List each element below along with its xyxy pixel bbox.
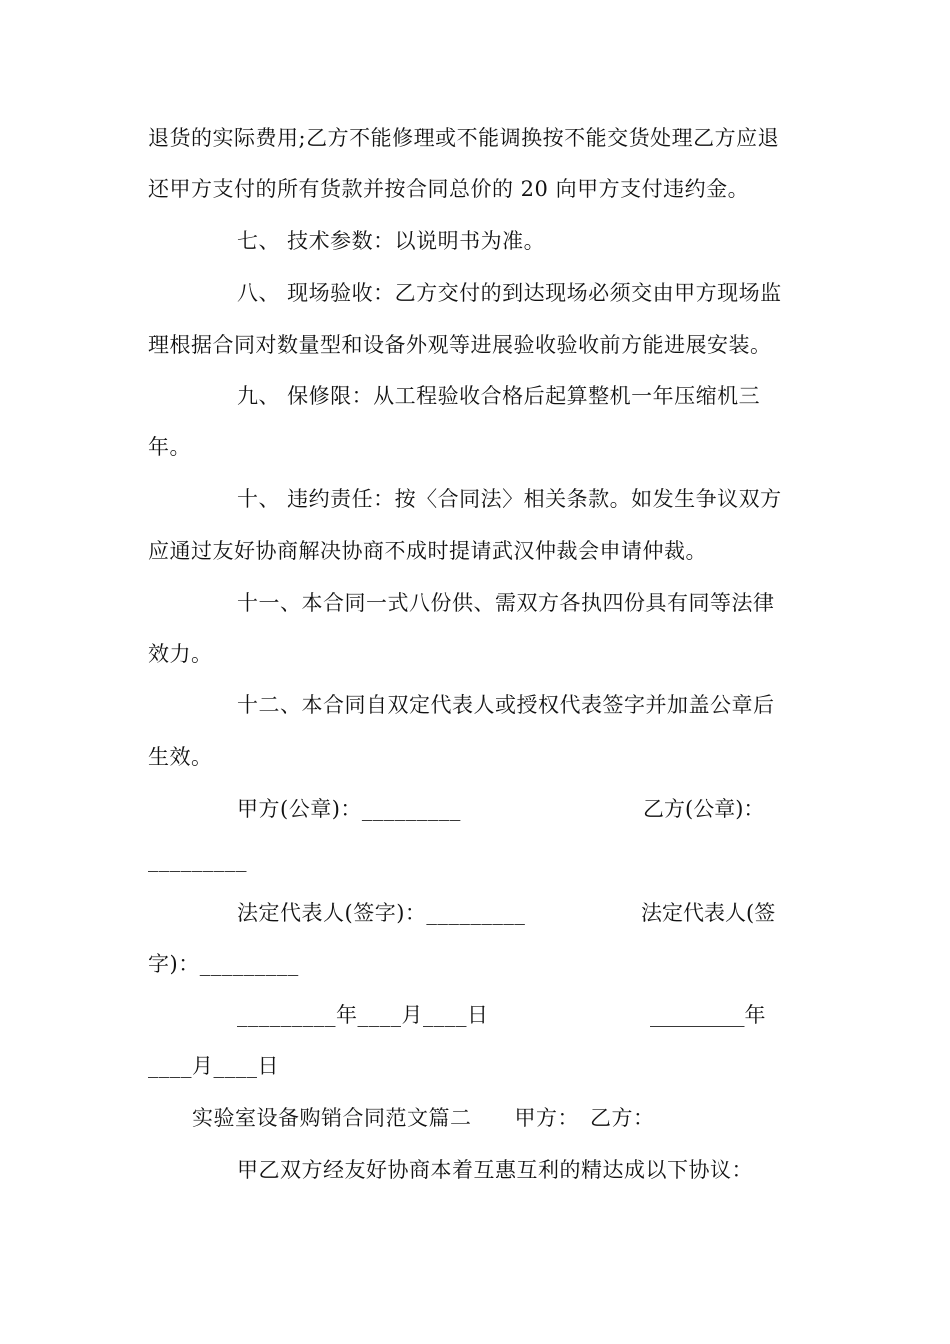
paragraph-line: 效力。 <box>148 642 213 666</box>
paragraph-line: 应通过友好协商解决协商不成时提请武汉仲裁会申请仲裁。 <box>148 539 707 563</box>
legal-rep-a: 法定代表人(签字)：_________ <box>237 901 526 925</box>
date-b: _________年 <box>650 1003 766 1027</box>
clause-seven: 七、 技术参数：以说明书为准。 <box>237 229 546 253</box>
clause-nine: 九、 保修限：从工程验收合格后起算整机一年压缩机三 <box>237 384 761 408</box>
date-a: _________年____月____日 <box>237 1003 489 1027</box>
paragraph-line: 年。 <box>148 435 191 459</box>
legal-rep-b-cont: 字)：_________ <box>148 952 299 976</box>
section-two-intro: 甲乙双方经友好协商本着互惠互利的精达成以下协议： <box>237 1158 753 1182</box>
clause-ten: 十、 违约责任：按〈合同法〉相关条款。如发生争议双方 <box>237 487 782 511</box>
paragraph-line: 理根据合同对数量型和设备外观等进展验收验收前方能进展安装。 <box>148 333 772 357</box>
party-a-seal: 甲方(公章)：_________ <box>237 797 461 821</box>
paragraph-line: 退货的实际费用;乙方不能修理或不能调换按不能交货处理乙方应退 <box>148 126 780 150</box>
clause-eight: 八、 现场验收：乙方交付的到达现场必须交由甲方现场监 <box>237 281 782 305</box>
party-b-seal-blank: _________ <box>148 848 247 872</box>
clause-twelve: 十二、本合同自双定代表人或授权代表签字并加盖公章后 <box>237 693 775 717</box>
legal-rep-b: 法定代表人(签 <box>641 901 776 925</box>
paragraph-line: 生效。 <box>148 745 213 769</box>
date-b-cont: ____月____日 <box>148 1054 279 1078</box>
section-two-heading: 实验室设备购销合同范文篇二 甲方： 乙方： <box>192 1106 655 1130</box>
party-b-seal: 乙方(公章)： <box>643 797 765 821</box>
clause-eleven: 十一、本合同一式八份供、需双方各执四份具有同等法律 <box>237 591 775 615</box>
paragraph-line: 还甲方支付的所有货款并按合同总价的 20 向甲方支付违约金。 <box>148 177 750 201</box>
